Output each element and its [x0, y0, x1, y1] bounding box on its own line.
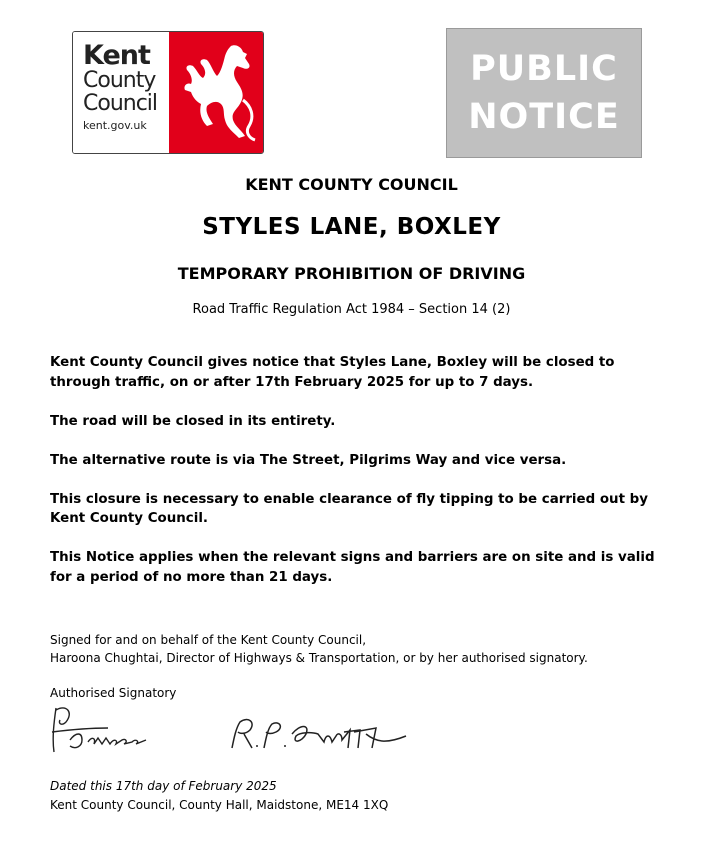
handwritten-signature-1: [48, 702, 168, 758]
paragraph-alternative-route: The alternative route is via The Street, Pilgrims Way and vice versa.: [50, 452, 567, 468]
logo-wordmark: [73, 32, 169, 153]
legislation-reference: Road Traffic Regulation Act 1984 – Section 14 (2): [192, 302, 511, 317]
notice-body: [50, 353, 660, 607]
notice-subtitle: TEMPORARY PROHIBITION OF DRIVING: [177, 264, 526, 283]
public-notice-line-1: PUBLIC: [470, 49, 618, 89]
logo-emblem: [169, 32, 263, 153]
logo-word-kent: Kent: [83, 40, 150, 71]
logo-word-county: County: [83, 68, 156, 93]
council-heading: KENT COUNTY COUNCIL: [245, 175, 458, 194]
signed-line-2: Haroona Chughtai, Director of Highways & Transportation, or by her authorised signatory.: [50, 651, 588, 665]
kent-county-council-logo: [72, 31, 264, 154]
notice-title: STYLES LANE, BOXLEY: [202, 214, 501, 240]
logo-word-council: Council: [83, 91, 158, 116]
signed-statement: [50, 631, 588, 667]
public-notice-line-2: NOTICE: [468, 97, 620, 137]
paragraph-reason: This closure is necessary to enable clearance of fly tipping to be carried out by Kent County Council.: [50, 491, 648, 526]
authorised-signatory-label: Authorised Signatory: [50, 686, 177, 700]
signed-line-1: Signed for and on behalf of the Kent County Council,: [50, 633, 367, 647]
paragraph-validity: This Notice applies when the relevant signs and barriers are on site and is valid for a period of no more than 21 days.: [50, 550, 655, 585]
paragraph-closure: Kent County Council gives notice that Styles Lane, Boxley will be closed to through traffic, on or after 17th February 2025 for up to 7 days.: [50, 355, 615, 390]
logo-url: kent.gov.uk: [83, 119, 147, 132]
white-horse-icon: [175, 40, 259, 146]
public-notice-badge: [446, 28, 642, 158]
handwritten-signature-2: [226, 712, 416, 756]
dated-line: Dated this 17th day of February 2025: [50, 779, 277, 793]
paragraph-entirety: The road will be closed in its entirety.: [50, 413, 336, 429]
council-address: Kent County Council, County Hall, Maidstone, ME14 1XQ: [50, 798, 389, 812]
